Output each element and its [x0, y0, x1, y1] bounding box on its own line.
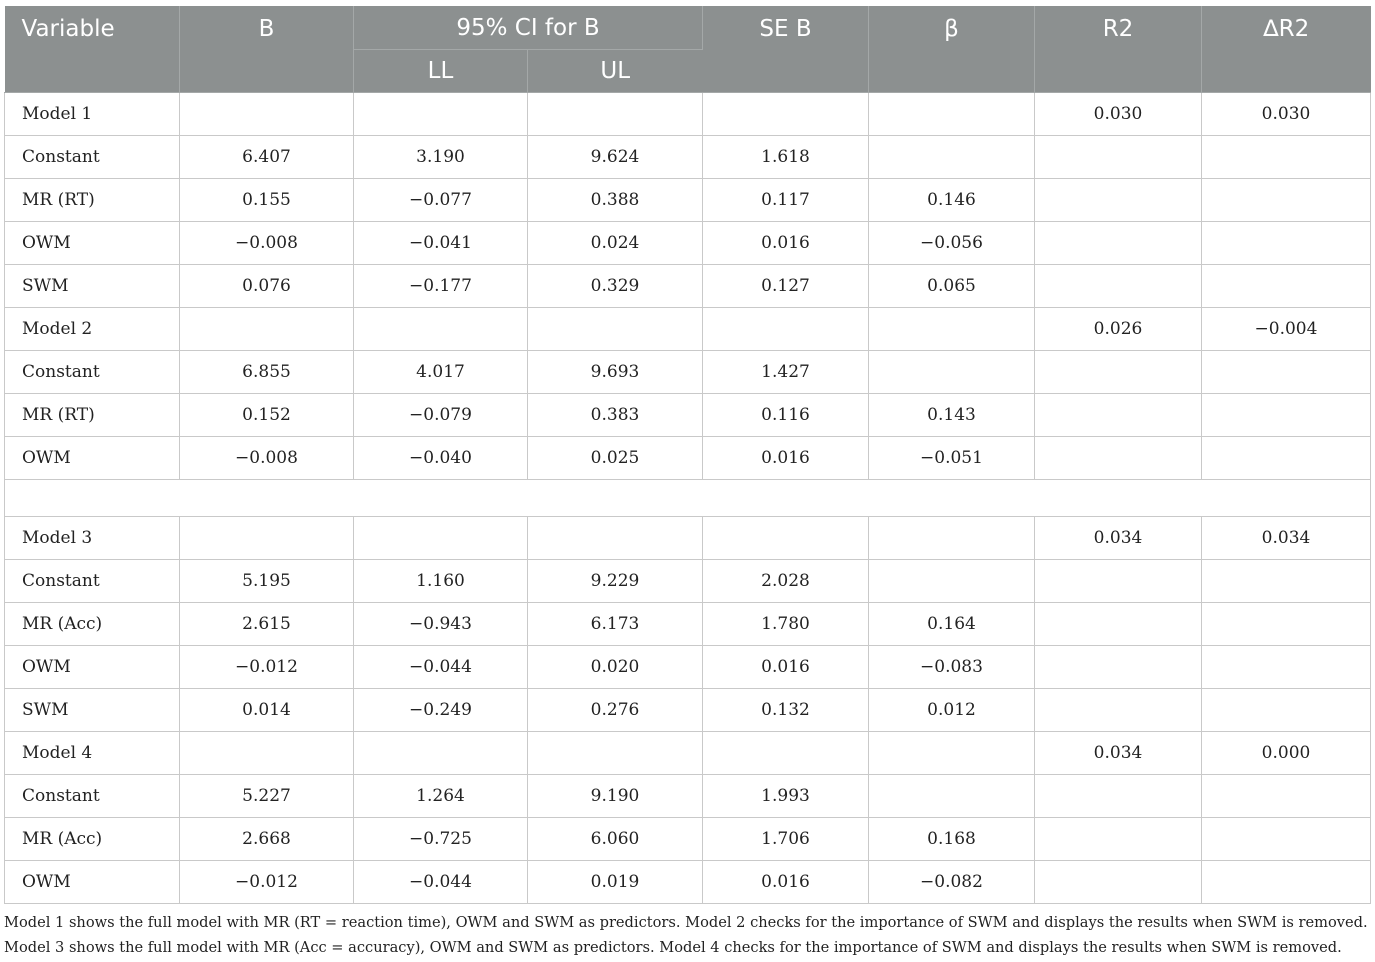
- cell-se-b: 0.116: [703, 394, 869, 437]
- table-row: [5, 689, 1371, 732]
- cell-ll: −0.725: [354, 818, 528, 861]
- cell-ul: 6.060: [528, 818, 703, 861]
- table-row: [5, 265, 1371, 308]
- header-beta: β: [869, 6, 1035, 93]
- cell-b: 6.407: [180, 136, 354, 179]
- cell-ll: −0.249: [354, 689, 528, 732]
- cell-se-b: 1.427: [703, 351, 869, 394]
- cell-r2: [1035, 222, 1202, 265]
- cell-r2: 0.026: [1035, 308, 1202, 351]
- header-variable: Variable: [5, 6, 180, 93]
- table-row: [5, 136, 1371, 179]
- table-row: [5, 560, 1371, 603]
- cell-variable: SWM: [5, 265, 180, 308]
- cell-beta: [869, 732, 1035, 775]
- regression-table: [4, 6, 1371, 904]
- cell-r2: [1035, 861, 1202, 904]
- table-row: [5, 437, 1371, 480]
- cell-ul: 6.173: [528, 603, 703, 646]
- cell-delta-r2: [1202, 179, 1371, 222]
- cell-delta-r2: 0.000: [1202, 732, 1371, 775]
- table-row: [5, 93, 1371, 136]
- cell-r2: 0.034: [1035, 732, 1202, 775]
- cell-ul: 0.025: [528, 437, 703, 480]
- table-row: [5, 646, 1371, 689]
- cell-b: −0.012: [180, 861, 354, 904]
- cell-beta: 0.146: [869, 179, 1035, 222]
- cell-ll: −0.041: [354, 222, 528, 265]
- cell-b: −0.008: [180, 437, 354, 480]
- cell-r2: 0.034: [1035, 517, 1202, 560]
- cell-se-b: 0.016: [703, 646, 869, 689]
- cell-variable: MR (RT): [5, 179, 180, 222]
- cell-r2: 0.030: [1035, 93, 1202, 136]
- cell-b: 5.195: [180, 560, 354, 603]
- cell-ll: 1.264: [354, 775, 528, 818]
- cell-ul: [528, 93, 703, 136]
- cell-ul: [528, 308, 703, 351]
- cell-ul: [528, 732, 703, 775]
- cell-delta-r2: [1202, 394, 1371, 437]
- cell-delta-r2: [1202, 646, 1371, 689]
- cell-delta-r2: −0.004: [1202, 308, 1371, 351]
- cell-b: [180, 93, 354, 136]
- table-row: [5, 775, 1371, 818]
- cell-r2: [1035, 437, 1202, 480]
- cell-ll: 4.017: [354, 351, 528, 394]
- cell-ul: 9.229: [528, 560, 703, 603]
- cell-beta: 0.143: [869, 394, 1035, 437]
- cell-r2: [1035, 179, 1202, 222]
- table-row: [5, 351, 1371, 394]
- cell-b: 5.227: [180, 775, 354, 818]
- cell-variable: Constant: [5, 775, 180, 818]
- cell-variable: Model 4: [5, 732, 180, 775]
- cell-variable: OWM: [5, 646, 180, 689]
- cell-delta-r2: [1202, 775, 1371, 818]
- cell-se-b: 0.016: [703, 861, 869, 904]
- cell-b: −0.012: [180, 646, 354, 689]
- cell-ll: −0.044: [354, 861, 528, 904]
- cell-beta: [869, 560, 1035, 603]
- cell-variable: Constant: [5, 351, 180, 394]
- cell-variable: MR (RT): [5, 394, 180, 437]
- cell-beta: [869, 351, 1035, 394]
- cell-ul: 0.024: [528, 222, 703, 265]
- cell-ll: −0.044: [354, 646, 528, 689]
- cell-beta: −0.051: [869, 437, 1035, 480]
- cell-beta: 0.164: [869, 603, 1035, 646]
- cell-ul: 0.383: [528, 394, 703, 437]
- cell-b: 0.152: [180, 394, 354, 437]
- table-header: [5, 6, 1371, 93]
- cell-variable: Model 3: [5, 517, 180, 560]
- cell-beta: [869, 517, 1035, 560]
- cell-delta-r2: [1202, 689, 1371, 732]
- cell-r2: [1035, 689, 1202, 732]
- cell-ll: −0.040: [354, 437, 528, 480]
- cell-r2: [1035, 265, 1202, 308]
- cell-ul: 9.190: [528, 775, 703, 818]
- cell-beta: [869, 775, 1035, 818]
- cell-beta: 0.012: [869, 689, 1035, 732]
- cell-variable: OWM: [5, 861, 180, 904]
- cell-variable: SWM: [5, 689, 180, 732]
- cell-r2: [1035, 351, 1202, 394]
- cell-r2: [1035, 646, 1202, 689]
- cell-b: 0.155: [180, 179, 354, 222]
- cell-variable: MR (Acc): [5, 603, 180, 646]
- cell-ul: 9.693: [528, 351, 703, 394]
- cell-variable: Constant: [5, 136, 180, 179]
- cell-se-b: [703, 93, 869, 136]
- cell-se-b: 1.780: [703, 603, 869, 646]
- cell-delta-r2: [1202, 351, 1371, 394]
- cell-se-b: [703, 308, 869, 351]
- cell-ul: 0.329: [528, 265, 703, 308]
- table-body: [5, 93, 1371, 904]
- header-ll: LL: [354, 50, 528, 93]
- cell-r2: [1035, 136, 1202, 179]
- cell-delta-r2: [1202, 222, 1371, 265]
- header-r2: R2: [1035, 6, 1202, 93]
- cell-beta: [869, 93, 1035, 136]
- cell-b: 6.855: [180, 351, 354, 394]
- cell-delta-r2: [1202, 861, 1371, 904]
- cell-variable: OWM: [5, 437, 180, 480]
- table-row: [5, 818, 1371, 861]
- cell-r2: [1035, 818, 1202, 861]
- cell-ll: [354, 732, 528, 775]
- cell-ll: [354, 93, 528, 136]
- cell-beta: −0.083: [869, 646, 1035, 689]
- cell-delta-r2: [1202, 560, 1371, 603]
- cell-r2: [1035, 560, 1202, 603]
- cell-beta: [869, 136, 1035, 179]
- cell-se-b: 1.618: [703, 136, 869, 179]
- cell-ul: 0.020: [528, 646, 703, 689]
- cell-r2: [1035, 603, 1202, 646]
- cell-delta-r2: 0.030: [1202, 93, 1371, 136]
- cell-ul: 9.624: [528, 136, 703, 179]
- cell-b: [180, 517, 354, 560]
- cell-ll: 1.160: [354, 560, 528, 603]
- cell-se-b: 0.016: [703, 222, 869, 265]
- cell-b: 0.076: [180, 265, 354, 308]
- cell-b: [180, 308, 354, 351]
- header-ul: UL: [528, 50, 703, 93]
- spacer-row: [5, 480, 1371, 517]
- cell-beta: 0.065: [869, 265, 1035, 308]
- cell-r2: [1035, 775, 1202, 818]
- cell-variable: Model 2: [5, 308, 180, 351]
- cell-ul: 0.388: [528, 179, 703, 222]
- table-row: [5, 179, 1371, 222]
- cell-delta-r2: [1202, 603, 1371, 646]
- cell-variable: Model 1: [5, 93, 180, 136]
- cell-se-b: 1.706: [703, 818, 869, 861]
- cell-delta-r2: [1202, 437, 1371, 480]
- cell-ll: −0.943: [354, 603, 528, 646]
- table-row: [5, 308, 1371, 351]
- header-ci-group: 95% CI for B: [354, 6, 703, 50]
- cell-se-b: 0.016: [703, 437, 869, 480]
- spacer-cell: [5, 480, 1371, 517]
- cell-delta-r2: [1202, 818, 1371, 861]
- header-delta-r2: ∆R2: [1202, 6, 1371, 93]
- cell-variable: Constant: [5, 560, 180, 603]
- cell-delta-r2: [1202, 265, 1371, 308]
- table-row: [5, 517, 1371, 560]
- cell-beta: 0.168: [869, 818, 1035, 861]
- cell-b: [180, 732, 354, 775]
- table-row: [5, 603, 1371, 646]
- cell-se-b: 0.132: [703, 689, 869, 732]
- cell-beta: −0.082: [869, 861, 1035, 904]
- table-row: [5, 222, 1371, 265]
- cell-ul: 0.276: [528, 689, 703, 732]
- cell-ul: [528, 517, 703, 560]
- cell-b: 2.615: [180, 603, 354, 646]
- cell-se-b: [703, 732, 869, 775]
- cell-beta: −0.056: [869, 222, 1035, 265]
- cell-b: 2.668: [180, 818, 354, 861]
- cell-se-b: 1.993: [703, 775, 869, 818]
- cell-variable: MR (Acc): [5, 818, 180, 861]
- cell-ll: −0.177: [354, 265, 528, 308]
- cell-b: 0.014: [180, 689, 354, 732]
- cell-se-b: 2.028: [703, 560, 869, 603]
- cell-ul: 0.019: [528, 861, 703, 904]
- cell-ll: 3.190: [354, 136, 528, 179]
- cell-variable: OWM: [5, 222, 180, 265]
- cell-se-b: [703, 517, 869, 560]
- cell-b: −0.008: [180, 222, 354, 265]
- cell-se-b: 0.117: [703, 179, 869, 222]
- cell-delta-r2: [1202, 136, 1371, 179]
- header-se-b: SE B: [703, 6, 869, 93]
- table-row: [5, 861, 1371, 904]
- cell-beta: [869, 308, 1035, 351]
- table-row: [5, 732, 1371, 775]
- table-footnote: Model 1 shows the full model with MR (RT = reaction time), OWM and SWM as predictors. Model 2 checks for the importance of SWM and displays the results when SWM is removed. Model 3 shows the full model with MR (Acc = accuracy), OWM and SWM as predictors. Model 4 checks for the importance of SWM and displays the results when SWM is removed.: [4, 914, 1368, 956]
- table-row: [5, 394, 1371, 437]
- cell-ll: [354, 517, 528, 560]
- cell-delta-r2: 0.034: [1202, 517, 1371, 560]
- cell-r2: [1035, 394, 1202, 437]
- cell-ll: −0.079: [354, 394, 528, 437]
- cell-ll: [354, 308, 528, 351]
- cell-ll: −0.077: [354, 179, 528, 222]
- header-b: B: [180, 6, 354, 93]
- cell-se-b: 0.127: [703, 265, 869, 308]
